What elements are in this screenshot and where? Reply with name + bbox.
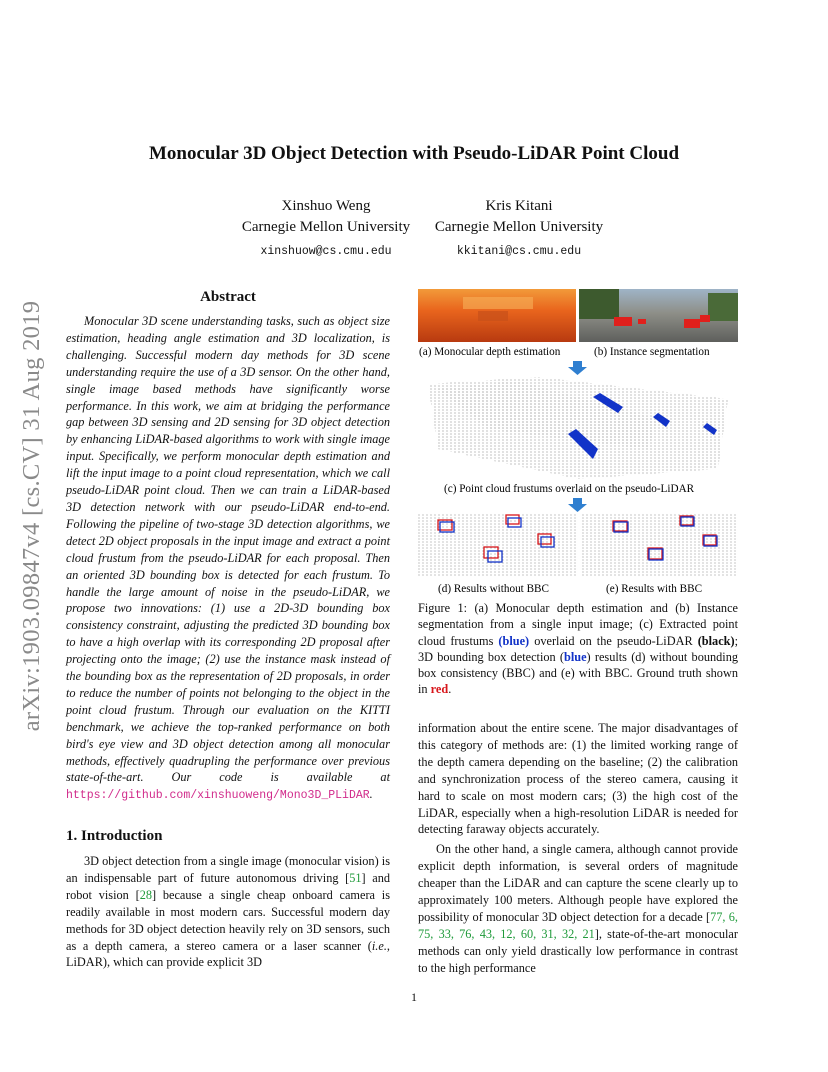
text-run: ], state-of-the-art monocular methods can only yield drastically low performance in contrast to the high performance: [418, 926, 738, 975]
text-run: .: [448, 682, 452, 697]
text-run: Figure 1: (a) Monocular depth estimation and (b) Instance segmentation from a single input image; (c) Extracted point cloud frustums: [418, 601, 738, 648]
author-email[interactable]: xinshuow@cs.cmu.edu: [260, 245, 392, 258]
arrow-down-icon: [568, 361, 587, 375]
depth-image: [418, 289, 576, 342]
text-run: red: [430, 682, 449, 697]
citation-links[interactable]: 77, 6, 75, 33, 76, 43, 12, 60, 31, 32, 21: [418, 909, 738, 941]
paragraph: [418, 841, 738, 976]
point-cloud-image: [428, 377, 728, 479]
result-with-bbc-image: [580, 513, 738, 576]
text-run: ] and robot vision [: [66, 870, 390, 902]
text-run: 3D object detection from a single image (monocular vision) is an indispensable part of future autonomous driving [: [66, 854, 390, 885]
text-run: overlaid on the pseudo-LiDAR: [534, 633, 693, 648]
subcaption-c: (c) Point cloud frustums overlaid on the pseudo-LiDAR: [444, 483, 695, 495]
intro-paragraph: [66, 853, 390, 971]
segmentation-image: [579, 289, 738, 342]
arxiv-stamp: arXiv:1903.09847v4 [cs.CV] 31 Aug 2019: [18, 300, 45, 732]
citation-link[interactable]: 28: [139, 887, 152, 902]
text-run: blue: [563, 649, 587, 664]
text-run: ; 3D bounding box detection (: [418, 633, 739, 664]
citation-link[interactable]: 51: [349, 870, 362, 885]
figure-caption: [418, 600, 738, 698]
text-run: (black): [697, 633, 735, 648]
figure-graphics: [418, 289, 738, 601]
author-affiliation: Carnegie Mellon University: [434, 219, 604, 235]
paragraph: information about the entire scene. The major disadvantages of this category of methods are: (1) the limited working range of the depth camera depending on the baseline; (2) the calibration and synchronization process of the stereo camera, causing it hard to scale on most modern cars; (3) the high cost of the LiDAR, especially when a high-resolution LiDAR is needed for detecting faraway objects accurately.: [418, 721, 738, 837]
subcaption-b: (b) Instance segmentation: [594, 346, 710, 358]
subcaption-e: (e) Results with BBC: [606, 583, 703, 595]
author-2: [389, 196, 649, 262]
intro-heading: 1. Introduction: [66, 828, 163, 844]
text-run: On the other hand, a single camera, although cannot provide explicit depth information, is several orders of magnitude cheaper than the LiDAR and can capture the scene clearly up to approximately 100 meters. Although people have explored the possibility of monocular 3D object detection for a decade [: [418, 842, 738, 924]
abstract-body: [66, 313, 390, 805]
result-without-bbc-image: [418, 513, 576, 576]
abstract-text: Monocular 3D scene understanding tasks, such as object size estimation, heading angle estimation and 3D localization, is challenging. Successful modern day methods for 3D scene understanding require the use of a 3D sensor. On the other hand, single image based methods have significantly worse performance. In this work, we aim at bridging the performance gap between 3D sensing and 2D sensing for 3D object detection by enhancing LiDAR-based algorithms to work with single image input. Specifically, we perform monocular depth estimation and lift the input image to a point cloud representation, which we call pseudo-LiDAR point cloud. Then we can train a LiDAR-based 3D detection network with our pseudo-LiDAR end-to-end. Following the pipeline of two-stage 3D detection algorithms, we detect 2D object proposals in the input image and extract a point cloud frustum from the pseudo-LiDAR for each proposal. Then an oriented 3D bounding box is detected for each frustum. To handle the large amount of noise in the pseudo-LiDAR, we propose two innovations: (1) use a 2D-3D bounding box consistency constraint, adjusting the predicted 3D bounding box to have a high overlap with its corresponding 2D proposal after projecting onto the image; (2) use the instance mask instead of the bounding box as the representation of 2D proposals, in order to reduce the number of points not belonging to the object in the point cloud frustum. Through our evaluation on the KITTI benchmark, we achieve the top-ranked performance on both bird's eye view and 3D object detection among all monocular methods, effectively quadrupling the performance over previous state-of-the-art. Our code is available at: [66, 314, 390, 785]
text-run: ] because a single cheap onboard camera is readily available in most modern cars. Successful modern day methods for 3D object detection heavily rely on 3D sensors, such as a depth camera, a stereo camera or a laser scanner (: [66, 887, 390, 953]
text-run: i.e.: [371, 938, 387, 953]
text-run: ) results (d) without bounding box consistency (BBC) and (e) with BBC. Ground truth shown in: [418, 649, 738, 697]
abstract-end: .: [369, 787, 373, 802]
author-name: Xinshuo Weng: [281, 198, 371, 214]
figure-1: [418, 289, 738, 601]
subcaption-a: (a) Monocular depth estimation: [419, 346, 561, 358]
arrow-down-icon: [568, 498, 587, 512]
author-affiliation: Carnegie Mellon University: [241, 219, 411, 235]
subcaption-d: (d) Results without BBC: [438, 583, 549, 595]
author-email[interactable]: kkitani@cs.cmu.edu: [456, 245, 582, 258]
paper-title: Monocular 3D Object Detection with Pseudo-LiDAR Point Cloud: [148, 143, 680, 164]
right-column-text: [418, 720, 738, 977]
author-name: Kris Kitani: [485, 198, 553, 214]
text-run: (blue): [498, 633, 530, 648]
text-run: , LiDAR), which can provide explicit 3D: [66, 938, 390, 970]
abstract-heading: Abstract: [200, 289, 256, 305]
code-link[interactable]: https://github.com/xinshuoweng/Mono3D_PLiDAR: [66, 789, 370, 803]
page-number: 1: [411, 990, 417, 1004]
